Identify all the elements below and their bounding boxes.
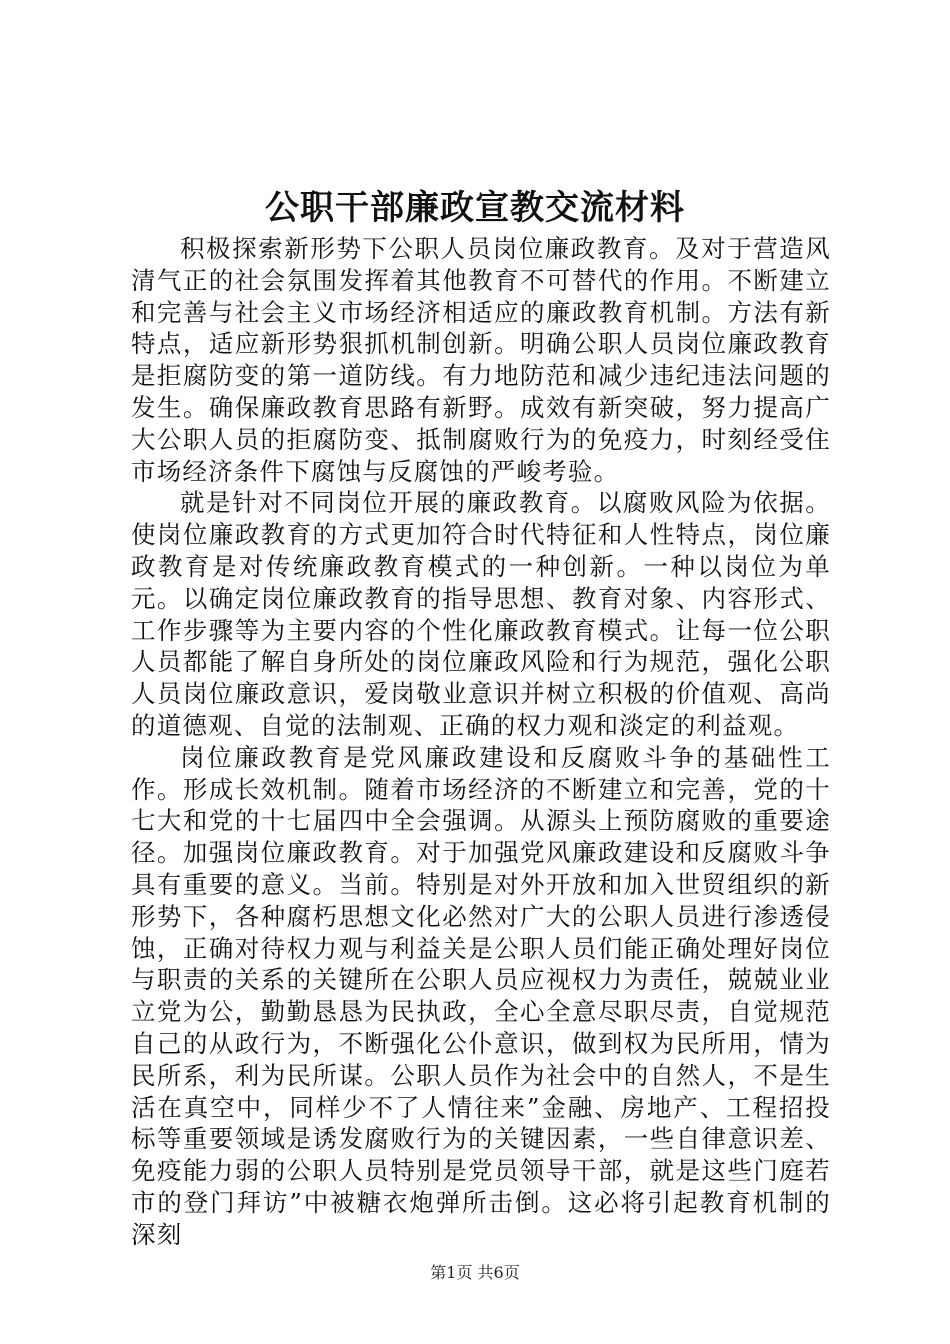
document-body	[131, 233, 831, 1251]
paragraph-2: 就是针对不同岗位开展的廉政教育。以腐败风险为依据。使岗位廉政教育的方式更加符合时代特征和人性特点，岗位廉政教育是对传统廉政教育模式的一种创新。一种以岗位为单元。以确定岗位廉政教育的指导思想、教育对象、内容形式、工作步骤等为主要内容的个性化廉政教育模式。让每一位公职人员都能了解自身所处的岗位廉政风险和行为规范，强化公职人员岗位廉政意识，爱岗敬业意识并树立积极的价值观、高尚的道德观、自觉的法制观、正确的权力观和淡定的利益观。	[131, 488, 831, 740]
paragraph-1: 积极探索新形势下公职人员岗位廉政教育。及对于营造风清气正的社会氛围发挥着其他教育不可替代的作用。不断建立和完善与社会主义市场经济相适应的廉政教育机制。方法有新特点，适应新形势狠抓机制创新。明确公职人员岗位廉政教育是拒腐防变的第一道防线。有力地防范和减少违纪违法问题的发生。确保廉政教育思路有新野。成效有新突破，努力提高广大公职人员的拒腐防变、抵制腐败行为的免疫力，时刻经受住市场经济条件下腐蚀与反腐蚀的严峻考验。	[131, 234, 831, 486]
page-number-footer: 第1页 共6页	[430, 1263, 520, 1282]
document-title: 公职干部廉政宣教交流材料	[265, 188, 685, 228]
paragraph-3: 岗位廉政教育是党风廉政建设和反腐败斗争的基础性工作。形成长效机制。随着市场经济的不断建立和完善，党的十七大和党的十七届四中全会强调。从源头上预防腐败的重要途径。加强岗位廉政教育。对于加强党风廉政建设和反腐败斗争具有重要的意义。当前。特别是对外开放和加入世贸组织的新形势下，各种腐朽思想文化必然对广大的公职人员进行渗透侵蚀，正确对待权力观与利益关是公职人员们能正确处理好岗位与职责的关系的关键所在公职人员应视权力为责任，兢兢业业立党为公，勤勤恳恳为民执政，全心全意尽职尽责，自觉规范自己的从政行为，不断强化公仆意识，做到权为民所用，情为民所系，利为民所谋。公职人员作为社会中的自然人，不是生活在真空中，同样少不了人情往来”金融、房地产、工程招投标等重要领域是诱发腐败行为的关键因素，一些自律意识差、免疫能力弱的公职人员特别是党员领导干部，就是这些门庭若市的登门拜访”中被糖衣炮弹所击倒。这必将引起教育机制的深刻	[131, 742, 831, 1249]
